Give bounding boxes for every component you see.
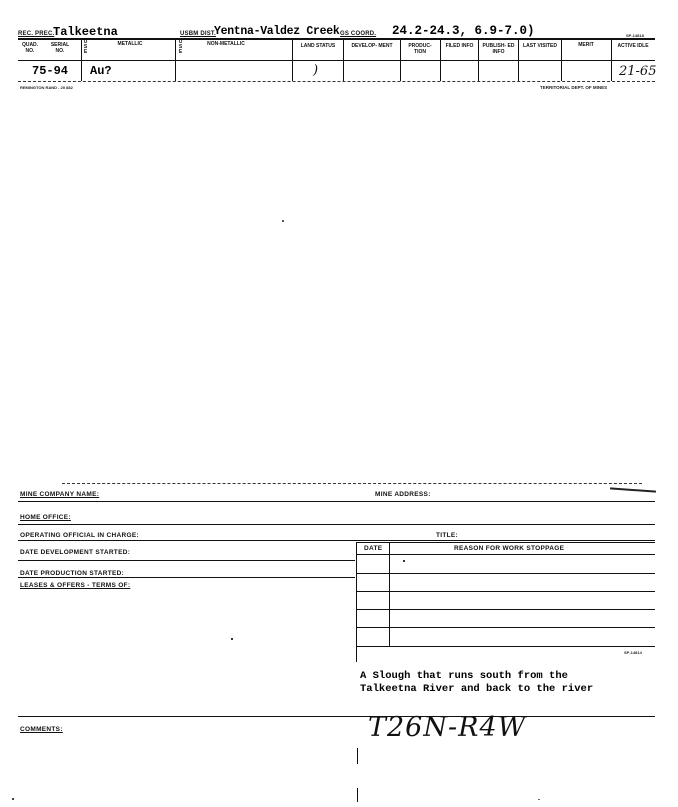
location-note-line-1: A Slough that runs south from the <box>360 670 568 682</box>
address-stroke <box>610 487 656 492</box>
header-nonmetallic: NON-METALLIC <box>207 41 245 47</box>
stoppage-dot <box>403 560 405 562</box>
header-production: PRODUC- TION <box>408 43 432 55</box>
home-office-label: HOME OFFICE: <box>20 514 71 521</box>
operating-official-label: OPERATING OFFICIAL IN CHARGE: <box>20 532 139 539</box>
header-filed-info: FILED INFO <box>445 43 474 49</box>
header-use-2: U S E <box>178 39 183 55</box>
header-land-status: LAND STATUS <box>300 43 336 49</box>
rule-mine-company <box>18 501 655 502</box>
leases-label: LEASES & OFFERS - TERMS OF: <box>20 582 131 589</box>
stoppage-left-edge <box>356 542 357 662</box>
rule-operating-official <box>18 540 655 541</box>
date-production-label: DATE PRODUCTION STARTED: <box>20 570 125 577</box>
stoppage-divider <box>389 542 390 646</box>
location-note-line-2: Talkeetna River and back to the river <box>360 683 594 695</box>
col-div-1 <box>81 38 82 81</box>
usbm-dist-label: USBM DIST. <box>180 31 217 37</box>
header-active-idle: ACTIVE IDLE <box>617 43 649 49</box>
gs-coord-label: GS COORD. <box>340 31 377 37</box>
card-top-dashed <box>62 483 642 484</box>
col-div-3 <box>292 38 293 81</box>
rule-date-development <box>18 560 355 561</box>
metallic-value: Au? <box>90 64 112 78</box>
col-div-10 <box>611 38 612 81</box>
date-column-header: DATE <box>364 545 383 552</box>
header-last-visited: LAST VISITED <box>523 43 557 49</box>
top-footer-right: TERRITORIAL DEPT. OF MINES <box>540 85 608 90</box>
scan-speck <box>282 220 284 222</box>
col-div-8 <box>518 38 519 81</box>
lower-mark-1 <box>357 748 358 764</box>
form-number-top: SP-14818 <box>626 33 644 38</box>
rule-stoppage-2 <box>356 591 655 592</box>
rec-prec-value: Talkeetna <box>53 25 118 39</box>
rule-home-office <box>18 524 655 525</box>
rule-stoppage-4 <box>356 627 655 628</box>
reason-column-header: REASON FOR WORK STOPPAGE <box>454 545 565 552</box>
land-status-mark: ) <box>313 63 319 78</box>
rule-stoppage-top <box>356 542 655 543</box>
header-quad: QUAD. NO. <box>21 42 39 54</box>
header-metallic: METALLIC <box>117 41 143 47</box>
lower-mark-2 <box>357 788 358 802</box>
rule-date-production <box>18 577 355 578</box>
col-div-5 <box>400 38 401 81</box>
rule-stoppage-5 <box>356 646 655 647</box>
header-use-1: U S E <box>83 39 88 55</box>
mine-address-label: MINE ADDRESS: <box>375 491 431 498</box>
rule-top-2 <box>18 60 655 61</box>
header-serial: SERIAL NO. <box>50 42 70 54</box>
mine-company-label: MINE COMPANY NAME: <box>20 491 100 498</box>
leases-dot <box>231 638 233 640</box>
quad-serial-value: 75-94 <box>32 64 69 78</box>
usbm-dist-value: Yentna-Valdez Creek <box>214 25 340 38</box>
rule-stoppage-1 <box>356 573 655 574</box>
rule-stoppage-header <box>356 554 655 555</box>
header-published-info: PUBLISH- ED INFO <box>482 43 515 55</box>
gs-coord-value: 24.2-24.3, 6.9-7.0) <box>392 24 535 38</box>
active-idle-value: 21-65 <box>619 64 657 79</box>
township-range-handwritten: T26N-R4W <box>368 712 527 743</box>
rule-top-3 <box>18 81 655 82</box>
col-div-6 <box>440 38 441 81</box>
col-div-4 <box>343 38 344 81</box>
rule-comments <box>18 716 655 717</box>
rec-prec-label: REC. PREC. <box>18 31 55 37</box>
rule-top-1 <box>18 38 655 40</box>
header-merit: MERIT <box>578 42 594 48</box>
bottom-speck-2 <box>538 799 540 800</box>
header-development: DEVELOP- MENT <box>351 43 393 49</box>
comments-label: COMMENTS: <box>20 726 63 733</box>
col-div-9 <box>561 38 562 81</box>
date-development-label: DATE DEVELOPMENT STARTED: <box>20 549 131 556</box>
col-div-2 <box>175 38 176 81</box>
rule-stoppage-3 <box>356 609 655 610</box>
form-number-bottom: SP-14814 <box>624 650 642 655</box>
top-footer-left: REMINGTON RAND - 20 882 <box>20 85 73 90</box>
bottom-speck-1 <box>12 798 14 800</box>
col-div-7 <box>478 38 479 81</box>
title-label: TITLE: <box>436 532 459 539</box>
